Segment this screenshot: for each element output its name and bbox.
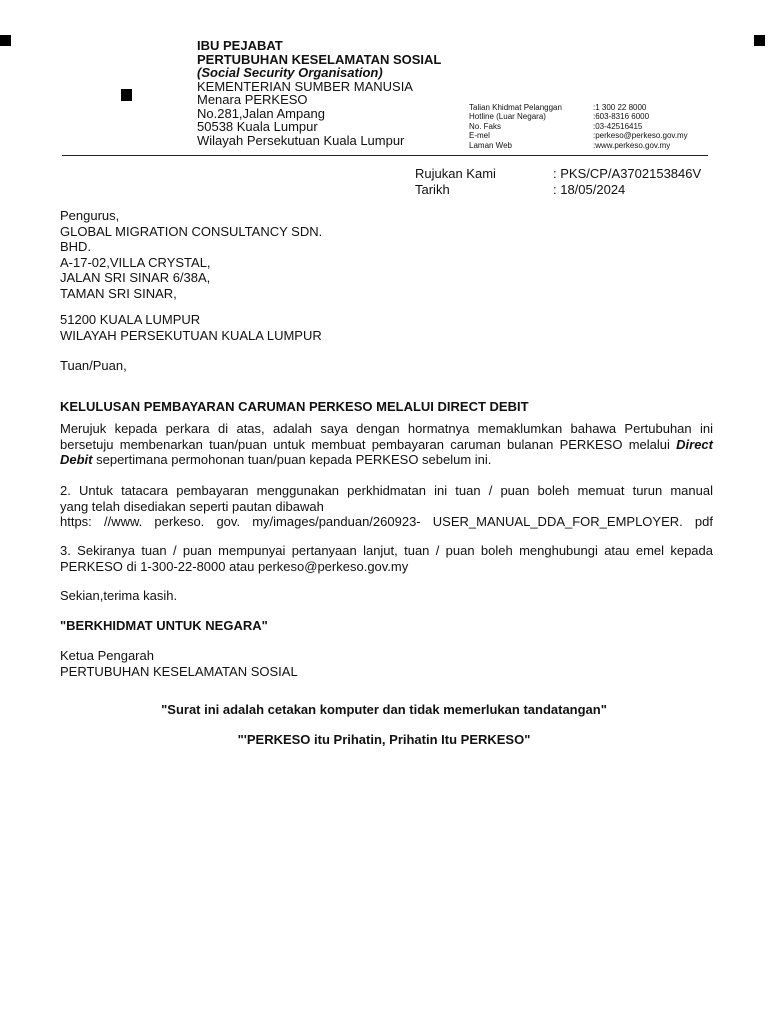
- signatory-title: Ketua Pengarah: [60, 648, 154, 663]
- contact-row: [469, 122, 688, 131]
- ministry: KEMENTERIAN SUMBER MANUSIA: [197, 78, 413, 94]
- para2-line1: 2. Untuk tatacara pembayaran menggunakan perkhidmatan ini tuan / puan boleh memuat turun manual: [60, 483, 713, 498]
- para1-line3: Debit sepertimana permohonan tuan/puan kepada PERKESO sebelum ini.: [60, 452, 492, 467]
- salutation: Tuan/Puan,: [60, 358, 127, 373]
- para3-line1: 3. Sekiranya tuan / puan mempunyai pertanyaan lanjut, tuan / puan boleh menghubungi atau emel kepada: [60, 543, 713, 558]
- registration-mark-left: [0, 35, 11, 46]
- recipient-address: [60, 208, 322, 301]
- paragraph-3: [60, 543, 713, 574]
- contact-block: [469, 103, 688, 150]
- reference-block: [415, 166, 701, 197]
- manual-link[interactable]: https: //www. perkeso. gov. my/images/panduan/260923- USER_MANUAL_DDA_FOR_EMPLOYER. pdf: [60, 514, 713, 529]
- recipient-line: A-17-02,VILLA CRYSTAL,: [60, 254, 211, 270]
- signatory: [60, 648, 298, 679]
- recipient-line: GLOBAL MIGRATION CONSULTANCY SDN.: [60, 223, 323, 239]
- para2-line2: yang telah disediakan seperti pautan dibawah: [60, 498, 324, 514]
- contact-label: E-mel: [469, 131, 490, 141]
- recipient-line: Pengurus,: [60, 208, 120, 223]
- para3-line2: PERKESO di 1-300-22-8000 atau perkeso@perkeso.gov.my: [60, 558, 409, 574]
- motto: "BERKHIDMAT UNTUK NEGARA": [60, 618, 268, 633]
- paragraph-2: [60, 483, 713, 530]
- org-line-3: (Social Security Organisation): [197, 65, 383, 80]
- contact-row: [469, 112, 688, 121]
- ref-value: : PKS/CP/A3702153846V: [553, 166, 702, 181]
- contact-row: [469, 131, 688, 140]
- date-label: Tarikh: [415, 181, 450, 197]
- contact-label: Laman Web: [469, 140, 512, 150]
- contact-value[interactable]: :perkeso@perkeso.gov.my: [593, 131, 688, 141]
- contact-label: No. Faks: [469, 121, 502, 131]
- signatory-org: PERTUBUHAN KESELAMATAN SOSIAL: [60, 663, 298, 679]
- address-line: Menara PERKESO: [197, 92, 308, 107]
- contact-row: [469, 141, 688, 150]
- para1-line2: bersetuju membenarkan tuan/puan untuk membuat pembayaran caruman bulanan PERKESO melalui Direct: [60, 436, 713, 452]
- recipient-postcode: 51200 KUALA LUMPUR: [60, 312, 201, 327]
- ref-label: Rujukan Kami: [415, 166, 496, 181]
- contact-label: Talian Khidmat Pelanggan: [469, 103, 562, 112]
- contact-value: :03-42516415: [593, 121, 643, 131]
- contact-value: :603-8316 6000: [593, 112, 650, 122]
- subject-heading: KELULUSAN PEMBAYARAN CARUMAN PERKESO MELALUI DIRECT DEBIT: [60, 399, 529, 414]
- computer-print-note: "Surat ini adalah cetakan komputer dan tidak memerlukan tandatangan": [161, 702, 607, 717]
- para1-line1: Merujuk kepada perkara di atas, adalah saya dengan hormatnya memaklumkan bahawa Pertubuhan ini: [60, 421, 713, 436]
- recipient-line: TAMAN SRI SINAR,: [60, 285, 177, 301]
- contact-value[interactable]: :www.perkeso.gov.my: [593, 140, 671, 150]
- registration-mark-right: [754, 35, 765, 46]
- header-divider: [62, 155, 708, 156]
- org-line-2: PERTUBUHAN KESELAMATAN SOSIAL: [197, 51, 442, 67]
- date-value: : 18/05/2024: [553, 181, 626, 197]
- letterhead: [197, 39, 441, 147]
- recipient-postal: [60, 312, 322, 343]
- contact-label: Hotline (Luar Negara): [469, 112, 546, 122]
- recipient-line: JALAN SRI SINAR 6/38A,: [60, 270, 211, 285]
- address-line: 50538 Kuala Lumpur: [197, 119, 318, 134]
- paragraph-1: [60, 421, 713, 468]
- contact-value: :1 300 22 8000: [593, 103, 647, 112]
- address-line: No.281,Jalan Ampang: [197, 105, 325, 121]
- slogan: "'PERKESO itu Prihatin, Prihatin Itu PERKESO": [237, 732, 531, 747]
- recipient-line: BHD.: [60, 239, 92, 254]
- address-line: Wilayah Persekutuan Kuala Lumpur: [197, 132, 405, 148]
- org-line-1: IBU PEJABAT: [197, 38, 283, 53]
- closing: Sekian,terima kasih.: [60, 588, 178, 603]
- logo-placeholder-mark: [121, 89, 132, 101]
- recipient-state: WILAYAH PERSEKUTUAN KUALA LUMPUR: [60, 327, 322, 343]
- contact-row: [469, 103, 688, 112]
